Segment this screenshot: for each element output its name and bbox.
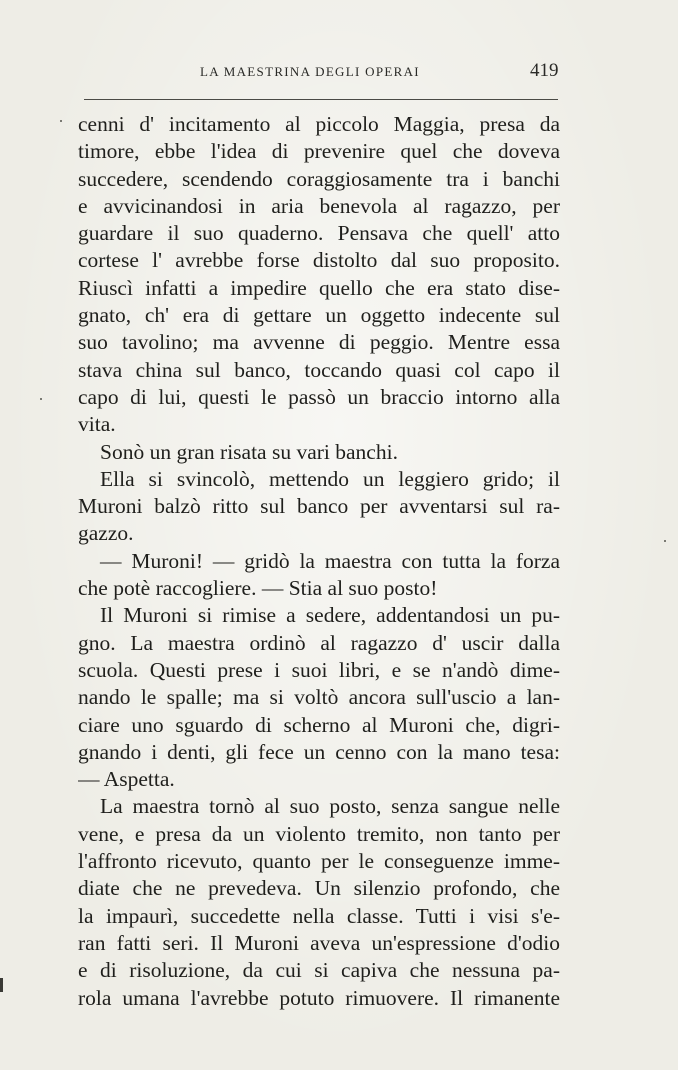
text-line: rola umana l'avrebbe potuto rimuovere. Il rimanente [78,985,560,1010]
paper-speck [664,540,666,542]
text-line: e di risoluzione, da cui si capiva che nessuna pa- [78,958,560,983]
text-line: nando le spalle; ma si voltò ancora sull'uscio a lan- [78,685,560,710]
text-line: Sonò un gran risata su vari banchi. [100,439,398,464]
text-line: Riuscì infatti a impedire quello che era stato dise- [78,275,560,300]
paper-speck [40,398,42,400]
text-line: capo di lui, questi le passò un braccio intorno alla [78,384,560,409]
text-line: cenni d' incitamento al piccolo Maggia, presa da [78,112,560,136]
page-number: 419 [530,60,559,81]
text-line: l'affronto ricevuto, quanto per le conseguenze imme- [78,849,560,874]
text-line: La maestra tornò al suo posto, senza sangue nelle [100,794,560,819]
text-line: ran fatti seri. Il Muroni aveva un'espressione d'odio [78,930,560,955]
paper-speck [60,120,62,122]
running-head-title: LA MAESTRINA DEGLI OPERAI [200,64,420,79]
text-line: la impaurì, succedette nella classe. Tutti i visi s'e- [78,903,560,928]
text-line: Ella si svincolò, mettendo un leggiero grido; il [100,466,560,491]
text-line: stava china sul banco, toccando quasi col capo il [78,357,560,382]
text-line: gnando i denti, gli fece un cenno con la mano tesa: [78,739,560,764]
text-line: Muroni balzò ritto sul banco per avventarsi sul ra- [78,494,560,519]
text-line: ciare uno sguardo di scherno al Muroni che, digri- [78,712,560,737]
text-line: — Muroni! — gridò la maestra con tutta la forza [100,548,560,573]
header-rule [84,99,558,100]
text-line: e avvicinandosi in aria benevola al ragazzo, per [78,193,560,218]
text-line: gno. La maestra ordinò al ragazzo d' uscir dalla [78,630,560,655]
text-line: Il Muroni si rimise a sedere, addentandosi un pu- [100,603,560,628]
page-edge-mark [0,978,3,992]
text-line: diate che ne prevedeva. Un silenzio profondo, che [78,876,560,901]
text-line: vita. [78,412,116,437]
text-line: gazzo. [78,521,134,546]
text-line: che potè raccogliere. — Stia al suo posto! [78,576,438,601]
text-line: succedere, scendendo coraggiosamente tra i banchi [78,166,560,191]
text-line: guardare il suo quaderno. Pensava che quell' atto [78,221,560,246]
text-line: vene, e presa da un violento tremito, non tanto per [78,821,560,846]
text-line: scuola. Questi prese i suoi libri, e se n'andò dime- [78,657,560,682]
text-line: timore, ebbe l'idea di prevenire quel che doveva [78,139,560,164]
text-line: gnato, ch' era di gettare un oggetto indecente sul [78,303,560,328]
text-line: cortese l' avrebbe forse distolto dal suo proposito. [78,248,560,273]
text-line: suo tavolino; ma avvenne di peggio. Mentre essa [78,330,560,355]
text-line: — Aspetta. [78,767,175,792]
body-text [78,111,560,1012]
